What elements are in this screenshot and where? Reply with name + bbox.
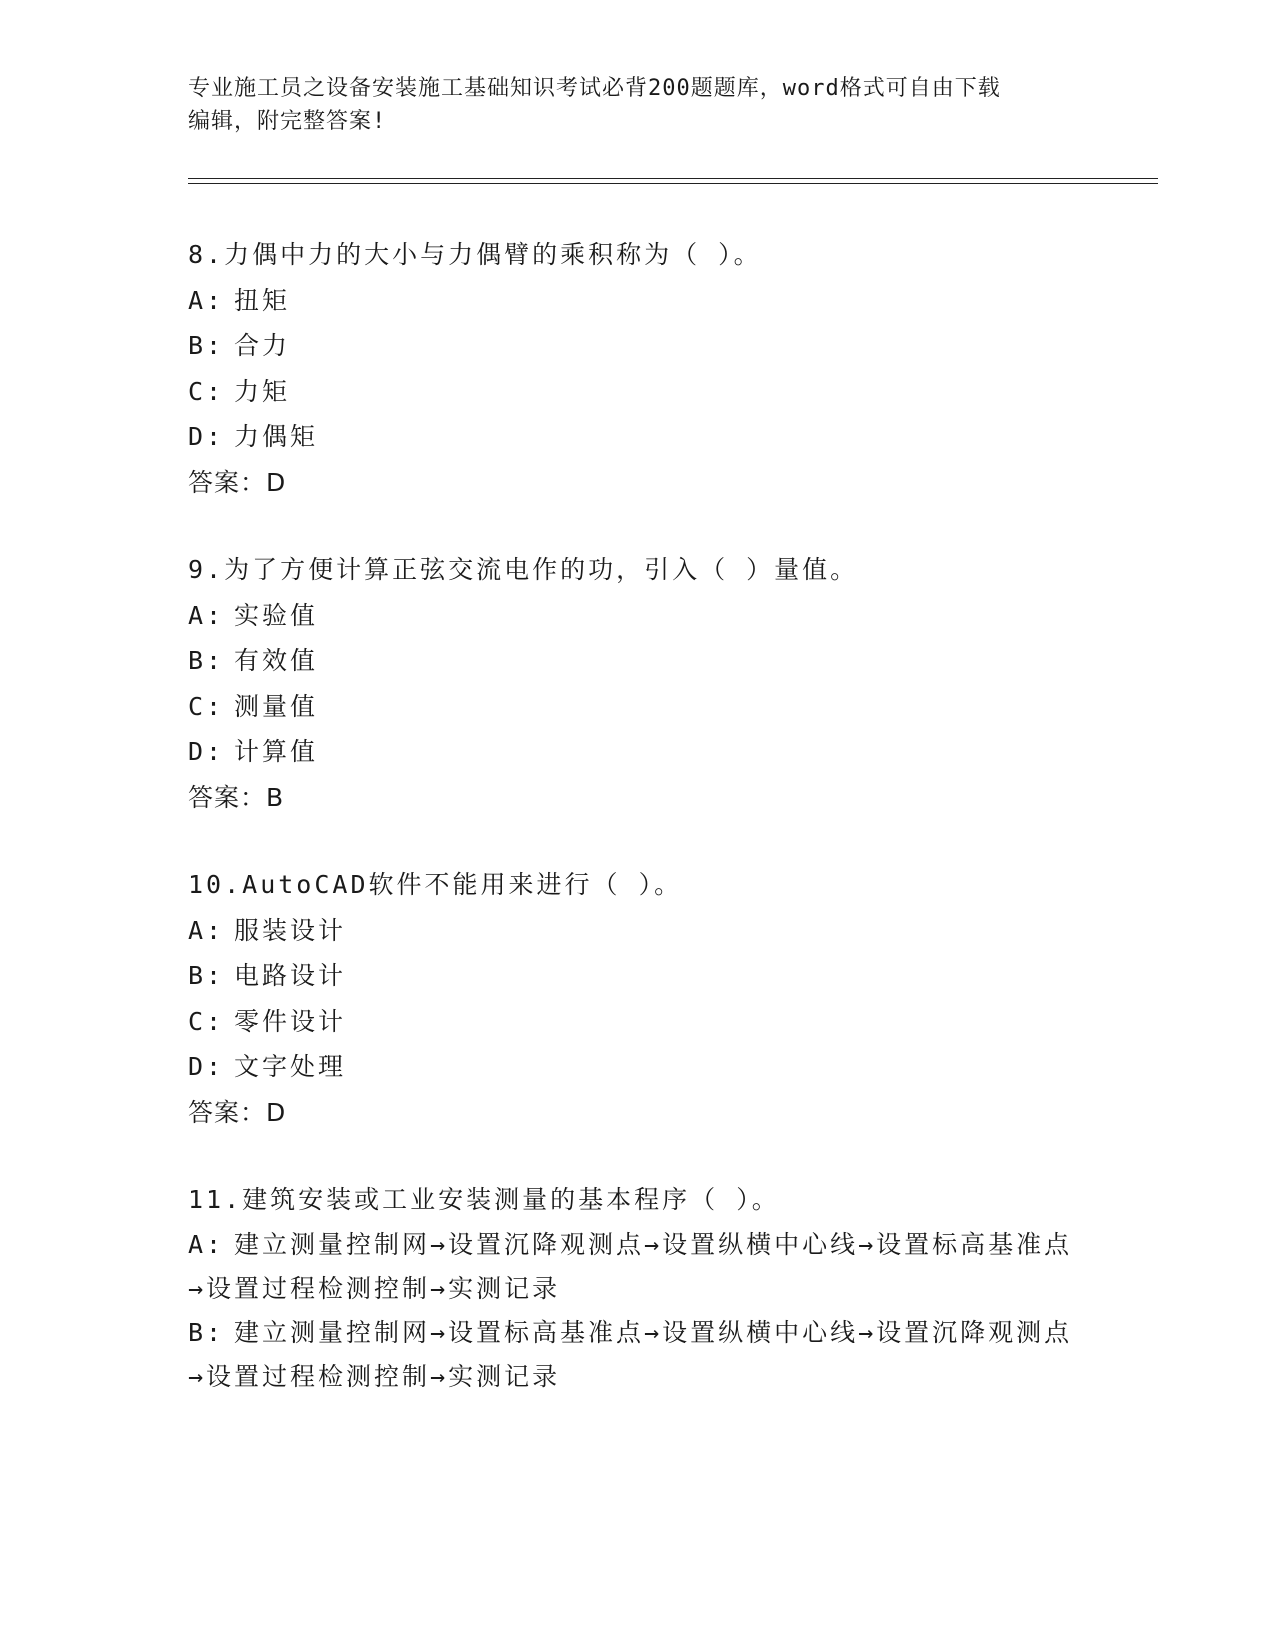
option-key: C: [188, 691, 225, 721]
option-text: 有效值 [234, 646, 319, 675]
header-line-1: 专业施工员之设备安装施工基础知识考试必背200题题库，word格式可自由下载 [188, 76, 1001, 101]
question-10 [188, 862, 1088, 1135]
option-a [188, 593, 1088, 639]
option-c [188, 369, 1088, 415]
page-header [188, 72, 1088, 138]
option-key: C: [188, 1006, 225, 1036]
option-c [188, 999, 1088, 1045]
option-d [188, 1044, 1088, 1090]
option-b [188, 638, 1088, 684]
option-text: 建立测量控制网→设置沉降观测点→设置纵横中心线→设置标高基准点→设置过程检测控制→实测记录 [188, 1229, 1073, 1303]
option-key: D: [188, 1052, 225, 1081]
option-text: 零件设计 [234, 1006, 347, 1036]
question-list [188, 232, 1088, 1441]
option-b [188, 953, 1088, 999]
option-text: 服装设计 [234, 915, 347, 945]
option-key: B: [188, 646, 225, 675]
option-d [188, 414, 1088, 460]
option-key: A: [188, 600, 225, 630]
option-text: 力偶矩 [234, 422, 319, 451]
question-11 [188, 1177, 1088, 1399]
option-key: D: [188, 737, 225, 766]
option-key: B: [188, 331, 225, 360]
question-stem: 8.力偶中力的大小与力偶臂的乘积称为（ ）。 [188, 240, 762, 269]
option-a [188, 278, 1088, 324]
answer: 答案：D [188, 467, 287, 497]
question-8 [188, 232, 1088, 505]
option-key: C: [188, 376, 225, 406]
answer: 答案：D [188, 1097, 287, 1127]
option-text: 计算值 [234, 737, 319, 766]
question-stem: 10.AutoCAD软件不能用来进行（ ）。 [188, 870, 683, 899]
option-key: A: [188, 915, 225, 945]
question-stem: 9.为了方便计算正弦交流电作的功，引入（ ）量值。 [188, 555, 859, 584]
option-a [188, 1223, 1088, 1311]
option-key: A: [188, 1229, 225, 1259]
header-divider-bottom [188, 183, 1158, 184]
option-key: B: [188, 961, 225, 990]
option-key: D: [188, 422, 225, 451]
option-key: B: [188, 1317, 225, 1347]
option-b [188, 1311, 1088, 1399]
option-d [188, 729, 1088, 775]
option-text: 扭矩 [234, 285, 291, 315]
option-text: 文字处理 [234, 1052, 347, 1081]
option-c [188, 684, 1088, 730]
option-text: 实验值 [234, 600, 319, 630]
question-stem: 11.建筑安装或工业安装测量的基本程序（ ）。 [188, 1185, 780, 1214]
answer: 答案：B [188, 782, 285, 812]
option-text: 力矩 [234, 376, 291, 406]
header-line-2: 编辑，附完整答案! [188, 109, 387, 134]
option-text: 建立测量控制网→设置标高基准点→设置纵横中心线→设置沉降观测点→设置过程检测控制→实测记录 [188, 1317, 1073, 1391]
option-b [188, 323, 1088, 369]
option-text: 合力 [234, 331, 291, 360]
question-9 [188, 547, 1088, 820]
option-text: 电路设计 [234, 961, 347, 990]
option-a [188, 908, 1088, 954]
option-text: 测量值 [234, 691, 319, 721]
header-divider-top [188, 178, 1158, 179]
option-key: A: [188, 285, 225, 315]
